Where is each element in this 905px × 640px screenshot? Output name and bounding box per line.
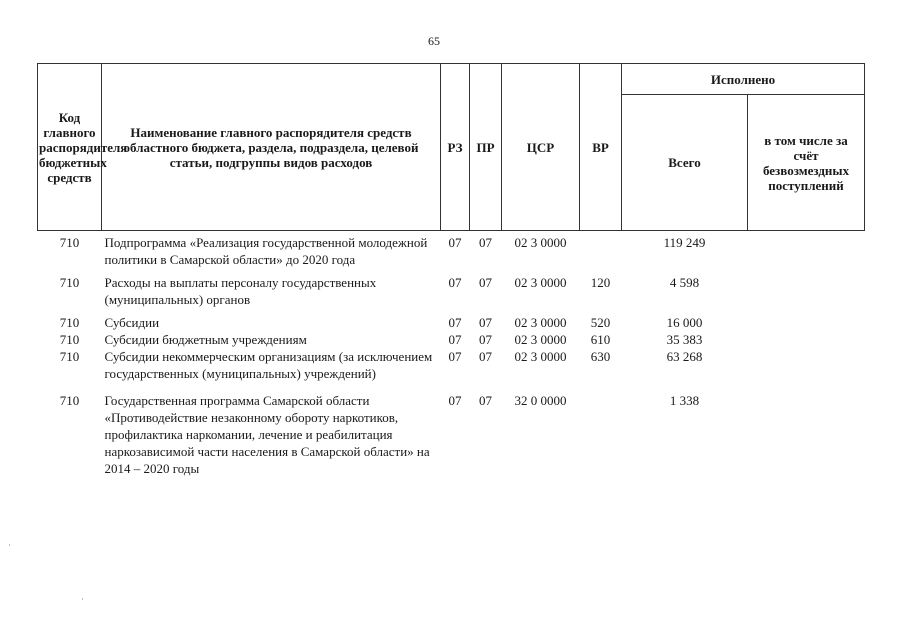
- cell-code: 710: [59, 332, 80, 347]
- table-header: [38, 64, 865, 231]
- cell-code: 710: [59, 393, 80, 408]
- cell-rz: 07: [448, 315, 462, 330]
- budget-execution-table: [37, 63, 865, 477]
- cell-vr: [580, 231, 622, 269]
- cell-rz: 07: [448, 275, 462, 290]
- header-name: Наименование главного распорядителя средств областного бюджета, раздела, подраздела, целевой статьи, подгруппы видов расходов: [102, 64, 441, 231]
- cell-grants: [748, 331, 865, 348]
- cell-total: 35 383: [666, 332, 703, 347]
- cell-total: 1 338: [669, 393, 700, 408]
- page-number: 65: [428, 34, 440, 48]
- cell-vr: [580, 392, 622, 477]
- scan-speck: [82, 598, 83, 600]
- cell-code: 710: [59, 275, 80, 290]
- table-row: [38, 392, 865, 477]
- cell-grants: [748, 392, 865, 477]
- header-csr: ЦСР: [502, 64, 580, 231]
- cell-name: Подпрограмма «Реализация государственной молодежной политики в Самарской области» до 2020 года: [104, 235, 428, 267]
- cell-total: 4 598: [669, 275, 700, 290]
- table-row: [38, 231, 865, 269]
- cell-vr: 520: [590, 315, 611, 330]
- cell-vr: 630: [590, 349, 611, 364]
- cell-vr: 120: [590, 275, 611, 290]
- cell-code: 710: [59, 349, 80, 364]
- cell-csr: 02 3 0000: [514, 315, 567, 330]
- cell-total: 119 249: [663, 235, 706, 250]
- cell-total: 63 268: [666, 349, 703, 364]
- cell-pr: 07: [479, 332, 492, 347]
- table-body: [38, 231, 865, 478]
- cell-rz: 07: [448, 235, 462, 250]
- cell-csr: 02 3 0000: [514, 349, 567, 364]
- header-pr: ПР: [470, 64, 502, 231]
- header-executed: Исполнено: [622, 64, 865, 95]
- cell-pr: 07: [479, 235, 492, 250]
- cell-grants: [748, 274, 865, 308]
- cell-name: Субсидии некоммерческим организациям (за исключением государственных (муниципальных) учреждений): [104, 349, 433, 381]
- header-grants: в том числе за счёт безвозмездных поступлений: [748, 95, 865, 231]
- header-vr: ВР: [580, 64, 622, 231]
- cell-pr: 07: [479, 315, 492, 330]
- cell-name: Государственная программа Самарской области «Противодействие незаконному обороту наркотиков, профилактика наркомании, лечение и реабилитация наркозависимой части населения в Самарской области» на 2014 – 2020 годы: [104, 393, 430, 476]
- cell-csr: 02 3 0000: [514, 235, 567, 250]
- cell-code: 710: [59, 315, 80, 330]
- cell-csr: 32 0 0000: [514, 393, 567, 408]
- table-row: [38, 331, 865, 348]
- cell-grants: [748, 231, 865, 269]
- cell-pr: 07: [479, 393, 492, 408]
- cell-pr: 07: [479, 275, 492, 290]
- cell-grants: [748, 314, 865, 331]
- header-rz: РЗ: [441, 64, 470, 231]
- header-code: Код главного распорядителя бюджетных средств: [38, 64, 102, 231]
- table-row: [38, 274, 865, 308]
- cell-code: 710: [59, 235, 80, 250]
- table-row: [38, 314, 865, 331]
- cell-rz: 07: [448, 349, 462, 364]
- cell-csr: 02 3 0000: [514, 275, 567, 290]
- cell-rz: 07: [448, 332, 462, 347]
- cell-rz: 07: [448, 393, 462, 408]
- cell-csr: 02 3 0000: [514, 332, 567, 347]
- table-row: [38, 348, 865, 382]
- cell-grants: [748, 348, 865, 382]
- header-total: Всего: [622, 95, 748, 231]
- cell-name: Расходы на выплаты персоналу государственных (муниципальных) органов: [104, 275, 377, 307]
- cell-pr: 07: [479, 349, 492, 364]
- scan-speck: [9, 544, 10, 546]
- cell-name: Субсидии бюджетным учреждениям: [104, 332, 307, 347]
- cell-total: 16 000: [666, 315, 703, 330]
- cell-vr: 610: [590, 332, 611, 347]
- cell-name: Субсидии: [104, 315, 160, 330]
